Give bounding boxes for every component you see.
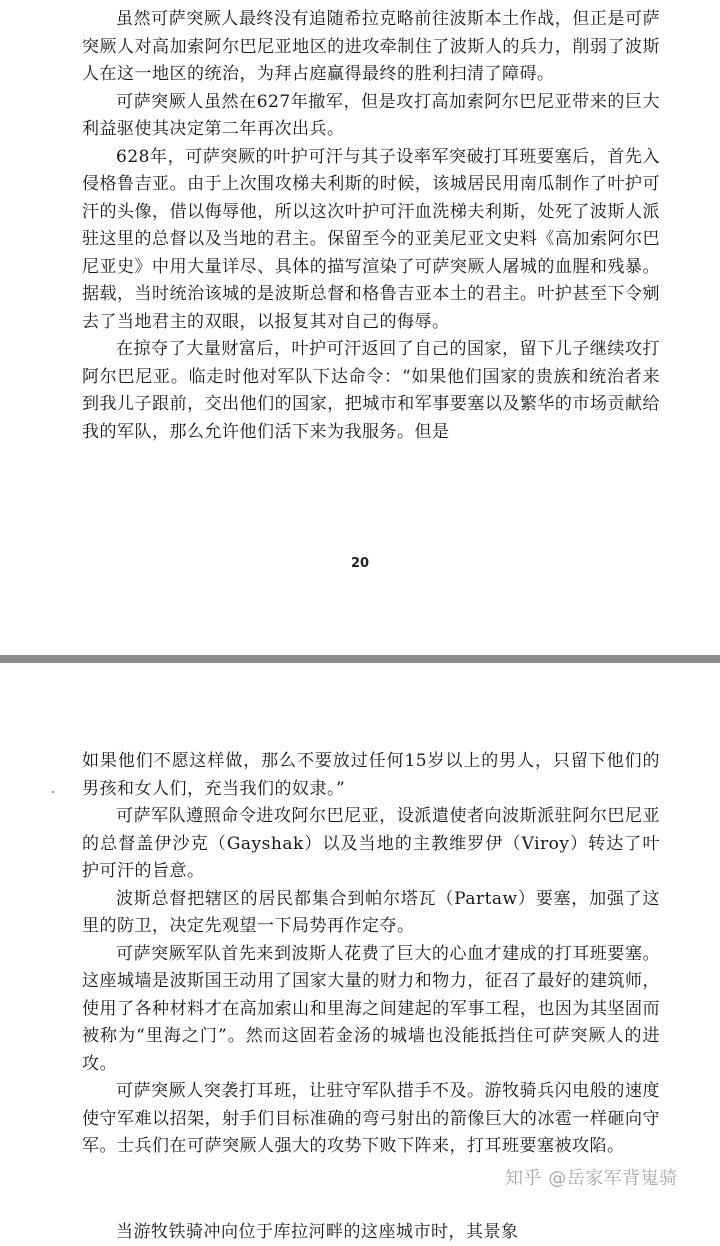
paragraph: 可萨突厥军队首先来到波斯人花费了巨大的心血才建成的打耳班要塞。这座城墙是波斯国王动用了国家大量的财力和物力，征召了最好的建筑师，使用了各种材料才在高加索山和里海之间建起的军事工程，也因为其坚固而被称为“里海之门”。然而这固若金汤的城墙也没能抵挡住可萨突厥人的进攻。 [82, 943, 660, 1074]
paragraph: 628年，可萨突厥的叶护可汗与其子设率军突破打耳班要塞后，首先入侵格鲁吉亚。由于上次围攻梯夫利斯的时候，该城居民用南瓜制作了叶护可汗的头像，借以侮辱他，所以这次叶护可汗血洗梯夫利斯，处死了波斯人派驻这里的总督以及当地的君主。保留至今的亚美尼亚文史料《高加索阿尔巴尼亚史》中用大量详尽、具体的描写渲染了可萨突厥人屠城的血腥和残暴。据载，当时统治该城的是波斯总督和格鲁吉亚本土的君主。叶护甚至下令剜去了当地君主的双眼，以报复其对自己的侮辱。 [82, 146, 660, 332]
paragraph: 虽然可萨突厥人最终没有追随希拉克略前往波斯本土作战，但正是可萨突厥人对高加索阿尔巴尼亚地区的进攻牵制住了波斯人的兵力，削弱了波斯人在这一地区的统治，为拜占庭赢得最终的胜利扫清了障碍。 [82, 9, 660, 84]
paragraph: 可萨突厥人虽然在627年撤军，但是攻打高加索阿尔巴尼亚带来的巨大利益驱使其决定第二年再次出兵。 [82, 91, 660, 139]
page-number: 20 [350, 556, 370, 571]
paragraph: 波斯总督把辖区的居民都集合到帕尔塔瓦（Partaw）要塞，加强了这里的防卫，决定先观望一下局势再作定夺。 [82, 888, 660, 936]
paragraph: 在掠夺了大量财富后，叶护可汗返回了自己的国家，留下儿子继续攻打阿尔巴尼亚。临走时他对军队下达命令：“如果他们国家的贵族和统治者来到我儿子跟前，交出他们的国家，把城市和军事要塞以及繁华的市场贡献给我的军队，那么允许他们活下来为我服务。但是 [82, 339, 660, 442]
lower-page-text [82, 748, 660, 1161]
cutoff-text-line [82, 1222, 660, 1242]
paragraph-continuation: 如果他们不愿这样做，那么不要放过任何15岁以上的男人，只留下他们的男孩和女人们，充当我们的奴隶。” [82, 751, 660, 799]
lower-book-page [0, 663, 720, 1235]
cutoff-text: 当游牧铁骑冲向位于库拉河畔的这座城市时，其景象 [116, 1222, 519, 1242]
paragraph: 可萨突厥人突袭打耳班，让驻守军队措手不及。游牧骑兵闪电般的速度使守军难以招架，射手们目标准确的弯弓射出的箭像巨大的冰雹一样砸向守军。士兵们在可萨突厥人强大的攻势下败下阵来，打耳班要塞被攻陷。 [82, 1081, 660, 1156]
upper-page-text [82, 6, 660, 446]
scan-speck [52, 791, 54, 793]
page-divider [0, 655, 720, 663]
paragraph: 可萨军队遵照命令进攻阿尔巴尼亚，设派遣使者向波斯派驻阿尔巴尼亚的总督盖伊沙克（Gayshak）以及当地的主教维罗伊（Viroy）转达了叶护可汗的旨意。 [82, 806, 660, 881]
zhihu-watermark: 知乎 @岳家军背嵬骑 [505, 1168, 678, 1189]
